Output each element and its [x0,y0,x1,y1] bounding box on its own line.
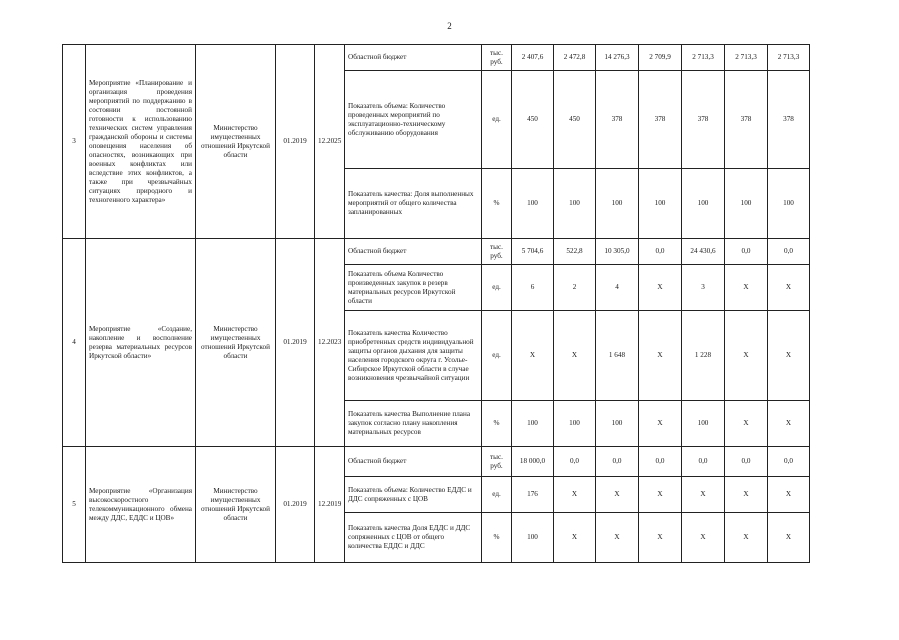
value-cell: Х [596,513,639,563]
value-cell: 1 648 [596,311,639,401]
value-cell: Х [725,311,768,401]
value-cell: 100 [512,169,554,239]
indicator-text: Областной бюджет [345,447,482,477]
indicator-text: Показатель объема: Количество ЕДДС и ДДС сопряженных с ЦОВ [345,477,482,513]
program-table [62,44,810,563]
value-cell: 100 [554,401,596,447]
indicator-text: Областной бюджет [345,239,482,265]
value-cell: 378 [725,71,768,169]
indicator-text: Показатель качества Доля ЕДДС и ДДС сопряженных с ЦОВ от общего количества ЕДДС и ДДС [345,513,482,563]
value-cell: Х [768,477,810,513]
value-cell: Х [639,477,682,513]
value-cell: Х [639,265,682,311]
activity-name: Мероприятие «Создание, накопление и восполнение резерва материальных ресурсов Иркутской области» [86,239,196,447]
value-cell: 378 [682,71,725,169]
value-cell: 378 [639,71,682,169]
value-cell: Х [768,311,810,401]
row-number: 4 [63,239,86,447]
unit: % [482,169,512,239]
value-cell: Х [596,477,639,513]
unit: ед. [482,311,512,401]
unit: ед. [482,265,512,311]
row-number: 3 [63,45,86,239]
value-cell: 0,0 [768,239,810,265]
value-cell: 0,0 [596,447,639,477]
value-cell: 0,0 [639,239,682,265]
activity-name: Мероприятие «Организация высокоскоростного телекоммуникационного обмена между ДДС, ЕДДС и ЦОВ» [86,447,196,563]
value-cell: 14 276,3 [596,45,639,71]
start-date: 01.2019 [276,239,315,447]
indicator-text: Показатель объема Количество произведенных закупок в резерв материальных ресурсов Иркутской области [345,265,482,311]
value-cell: 100 [512,401,554,447]
value-cell: Х [682,477,725,513]
value-cell: Х [554,311,596,401]
value-cell: 378 [596,71,639,169]
value-cell: 3 [682,265,725,311]
value-cell: Х [725,265,768,311]
value-cell: 0,0 [768,447,810,477]
start-date: 01.2019 [276,45,315,239]
value-cell: 100 [596,169,639,239]
value-cell: 1 228 [682,311,725,401]
value-cell: Х [639,401,682,447]
value-cell: 0,0 [725,239,768,265]
value-cell: 100 [639,169,682,239]
value-cell: 18 000,0 [512,447,554,477]
indicator-text: Показатель качества Количество приобретенных средств индивидуальной защиты органов дыхания для защиты населения городского округа г. Усолье-Сибирское Иркутской области в случае возникновения чрезвычайной ситуации [345,311,482,401]
value-cell: 100 [596,401,639,447]
value-cell: 24 430,6 [682,239,725,265]
value-cell: 5 704,6 [512,239,554,265]
indicator-text: Показатель объема: Количество проведенных мероприятий по эксплуатационно-техническому обслуживанию оборудования [345,71,482,169]
table-row [63,45,810,71]
end-date: 12.2025 [315,45,345,239]
value-cell: Х [768,265,810,311]
value-cell: 100 [682,401,725,447]
value-cell: 4 [596,265,639,311]
unit: % [482,401,512,447]
value-cell: 0,0 [554,447,596,477]
value-cell: 378 [768,71,810,169]
unit: ед. [482,71,512,169]
start-date: 01.2019 [276,447,315,563]
value-cell: Х [725,513,768,563]
page-number: 2 [447,21,452,31]
responsible-ministry: Министерство имущественных отношений Иркутской области [196,45,276,239]
table-row [63,447,810,477]
value-cell: 0,0 [682,447,725,477]
value-cell: 6 [512,265,554,311]
value-cell: Х [639,513,682,563]
value-cell: 2 713,3 [725,45,768,71]
value-cell: Х [554,477,596,513]
unit: тыс. руб. [482,45,512,71]
unit: тыс. руб. [482,447,512,477]
value-cell: 2 709,9 [639,45,682,71]
value-cell: 100 [725,169,768,239]
responsible-ministry: Министерство имущественных отношений Иркутской области [196,239,276,447]
value-cell: Х [768,513,810,563]
value-cell: 2 [554,265,596,311]
unit: ед. [482,477,512,513]
value-cell: 0,0 [725,447,768,477]
unit: % [482,513,512,563]
activity-name: Мероприятие «Планирование и организация проведения мероприятий по поддержанию в состоянии постоянной готовности к использованию технических систем управления гражданской обороны и системы оповещения населения об опасностях, возникающих при военных конфликтах или вследствие этих конфликтов, а также при чрезвычайных ситуациях природного и техногенного характера» [86,45,196,239]
value-cell: 450 [554,71,596,169]
value-cell: 2 713,3 [682,45,725,71]
value-cell: 100 [554,169,596,239]
value-cell: 176 [512,477,554,513]
value-cell: 2 407,6 [512,45,554,71]
value-cell: 100 [512,513,554,563]
unit: тыс. руб. [482,239,512,265]
indicator-text: Областной бюджет [345,45,482,71]
value-cell: Х [682,513,725,563]
value-cell: Х [725,401,768,447]
value-cell: 100 [682,169,725,239]
value-cell: 0,0 [639,447,682,477]
indicator-text: Показатель качества Выполнение плана закупок согласно плану накопления материальных ресурсов [345,401,482,447]
row-number: 5 [63,447,86,563]
indicator-text: Показатель качества: Доля выполненных мероприятий от общего количества запланированных [345,169,482,239]
end-date: 12.2023 [315,239,345,447]
value-cell: Х [725,477,768,513]
value-cell: Х [639,311,682,401]
value-cell: Х [554,513,596,563]
end-date: 12.2019 [315,447,345,563]
value-cell: 100 [768,169,810,239]
value-cell: 2 472,8 [554,45,596,71]
value-cell: 2 713,3 [768,45,810,71]
value-cell: Х [768,401,810,447]
value-cell: 10 305,0 [596,239,639,265]
table-row [63,239,810,265]
value-cell: Х [512,311,554,401]
responsible-ministry: Министерство имущественных отношений Иркутской области [196,447,276,563]
value-cell: 450 [512,71,554,169]
value-cell: 522,8 [554,239,596,265]
